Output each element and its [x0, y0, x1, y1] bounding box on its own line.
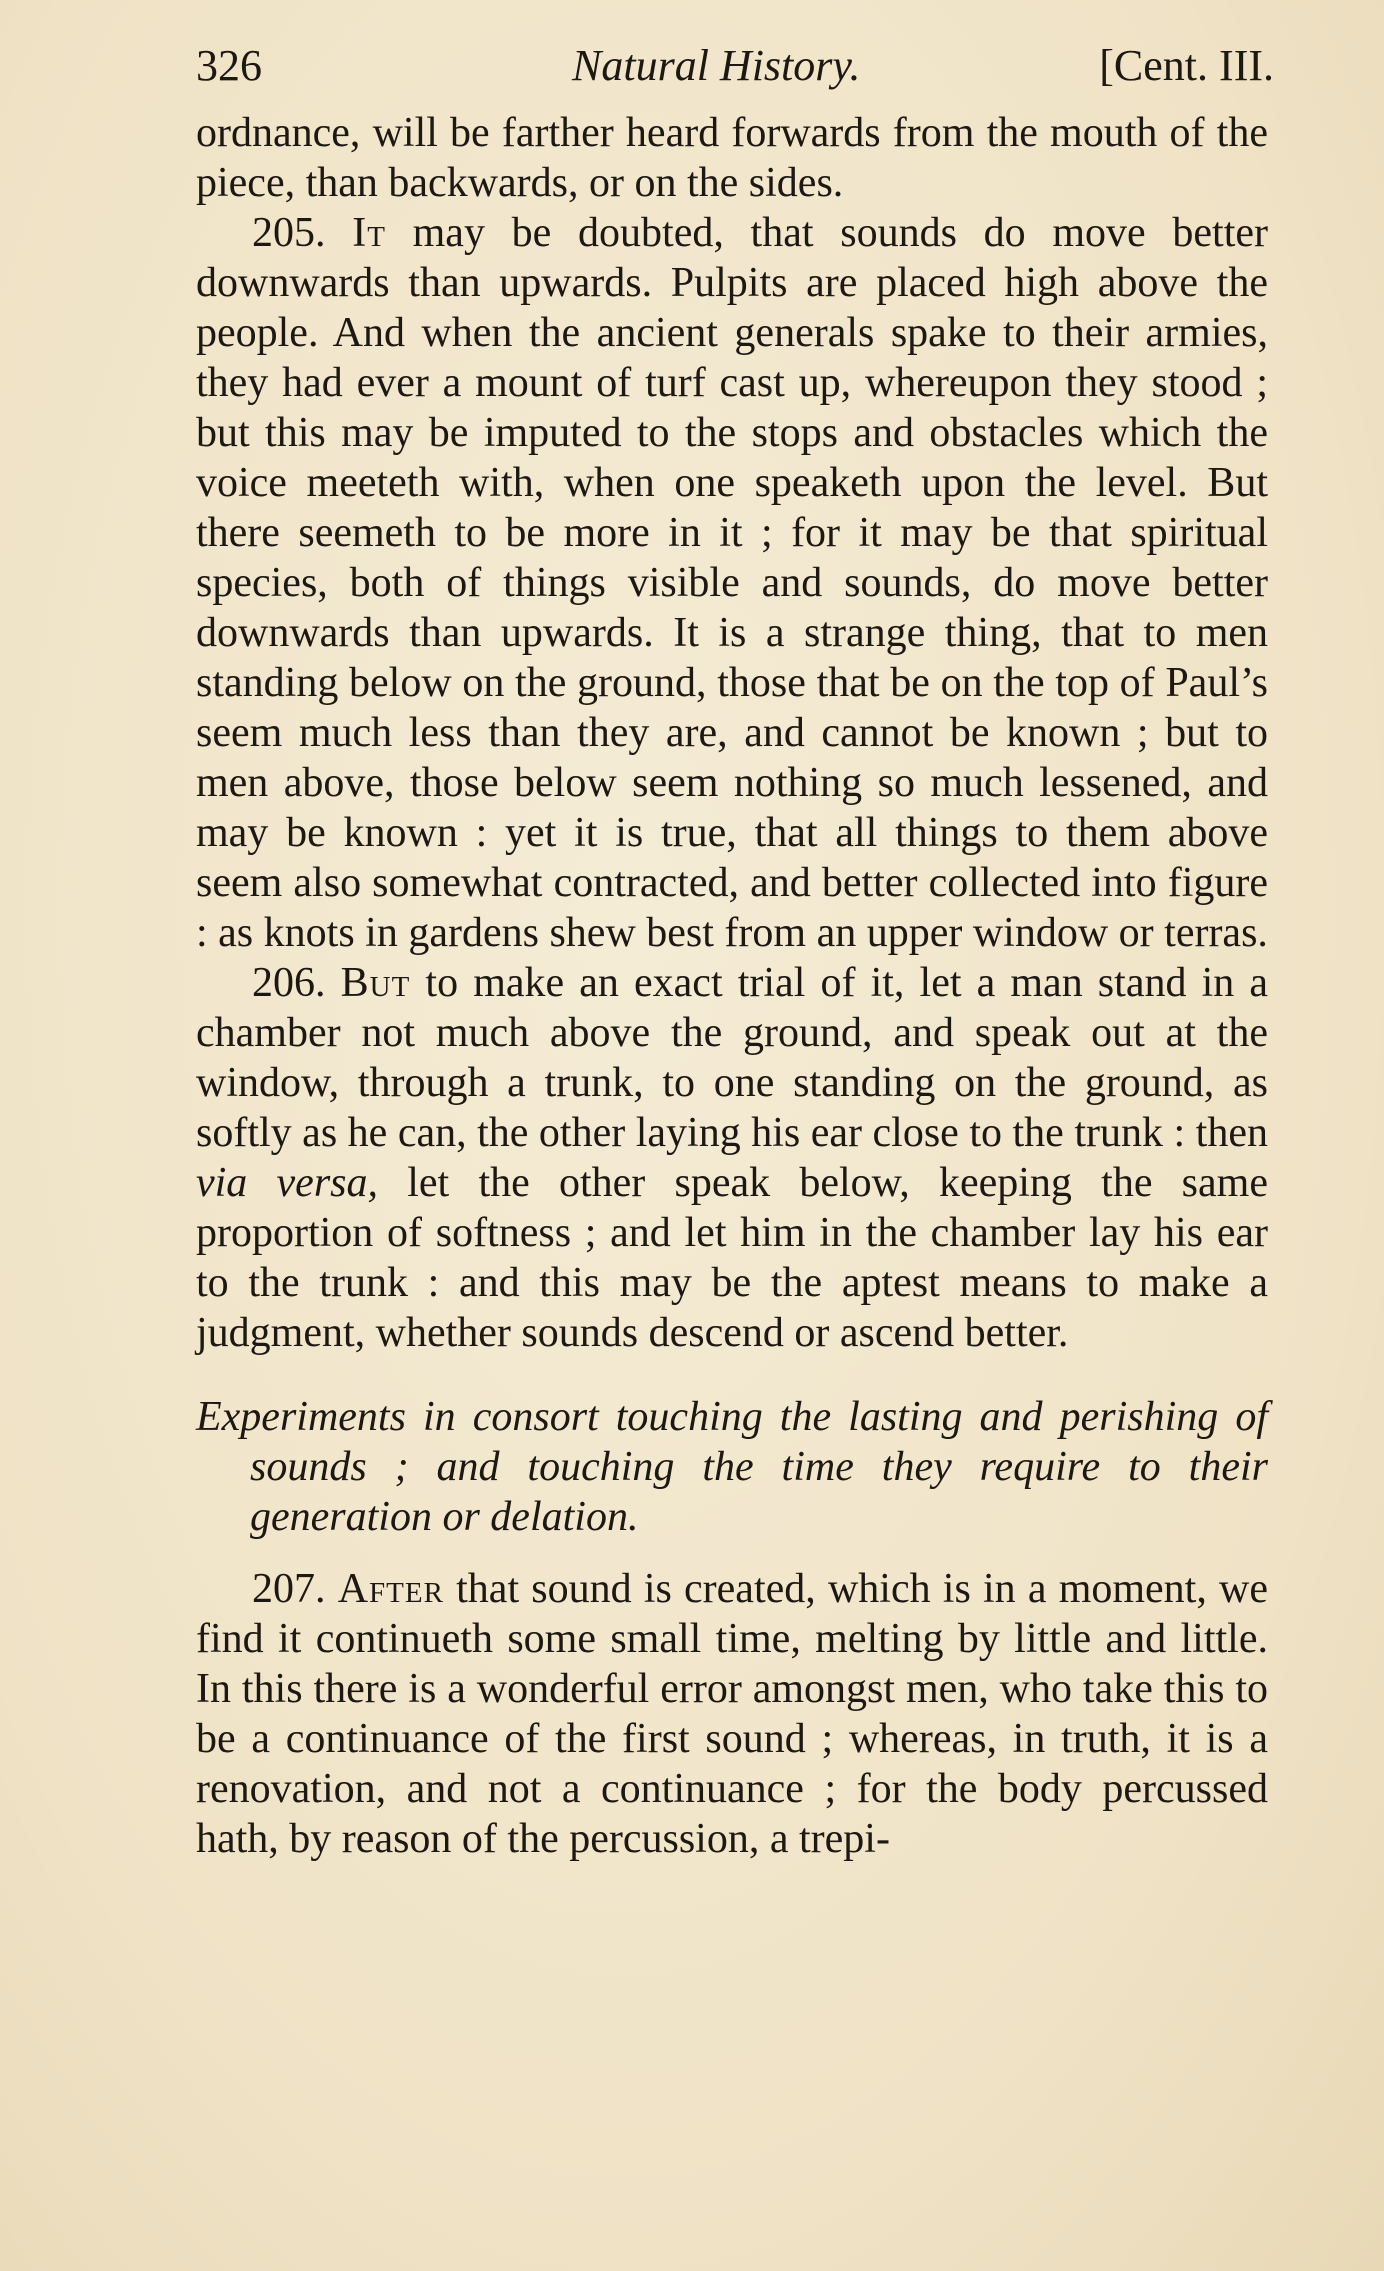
paragraph-number: 207. [252, 1566, 326, 1612]
paragraph-206 [196, 958, 1268, 1358]
lead-word: After [337, 1566, 444, 1612]
paragraph-text: ordnance, will be farther heard forwards from the mouth of the piece, than backwards, or on the sides. [196, 110, 1268, 206]
paragraph-text: to make an exact trial of it, let a man stand in a chamber not much above the ground, and speak out at the window, through a trunk, to one standing on the ground, as softly as he can, the other laying his ear close to the trunk : then [196, 960, 1269, 1156]
paragraph-number: 206. [252, 960, 326, 1006]
body-text [196, 108, 1268, 1864]
page-header [196, 40, 1274, 100]
lead-word: It [352, 210, 386, 256]
section-reference: [Cent. III. [1099, 41, 1274, 90]
paragraph-continuation [196, 108, 1268, 208]
paragraph-text: that sound is created, which is in a moment, we find it continueth some small time, melting by little and little. In this there is a wonderful error amongst men, who take this to be a continuance of the first sound ; whereas, in truth, it is a renovation, and not a continuance ; for the body percussed hath, by reason of the percussion, a trepi- [196, 1566, 1269, 1862]
lead-word: But [340, 960, 411, 1006]
paragraph-text: may be doubted, that sounds do move better downwards than upwards. Pulpits are placed high above the people. And when the ancient generals spake to their armies, they had ever a mount of turf cast up, whereupon they stood ; but this may be imputed to the stops and obstacles which the voice meeteth with, when one speaketh upon the level. But there seemeth to be more in it ; for it may be that spiritual species, both of things visible and sounds, do move better downwards than upwards. It is a strange thing, that to men standing below on the ground, those that be on the top of Paul’s seem much less than they are, and cannot be known ; but to men above, those below seem nothing so much lessened, and may be known : yet it is true, that all things to them above seem also somewhat contracted, and better collected into figure : as knots in gardens shew best from an upper window or terras. [196, 210, 1268, 956]
paragraph-text: let the other speak below, keeping the same proportion of softness ; and let him in the chamber lay his ear to the trunk : and this may be the aptest means to make a judgment, whether sounds descend or ascend better. [196, 1160, 1268, 1356]
italic-phrase: via versa, [196, 1160, 379, 1206]
section-heading: Experiments in consort touching the lasting and perishing of sounds ; and touching the time they require to their generation or delation. [196, 1394, 1268, 1540]
paragraph-207 [196, 1564, 1268, 1864]
paragraph-205 [196, 208, 1268, 958]
running-title: Natural History. [572, 41, 861, 90]
paragraph-number: 205. [252, 210, 326, 256]
page-number: 326 [196, 41, 262, 90]
